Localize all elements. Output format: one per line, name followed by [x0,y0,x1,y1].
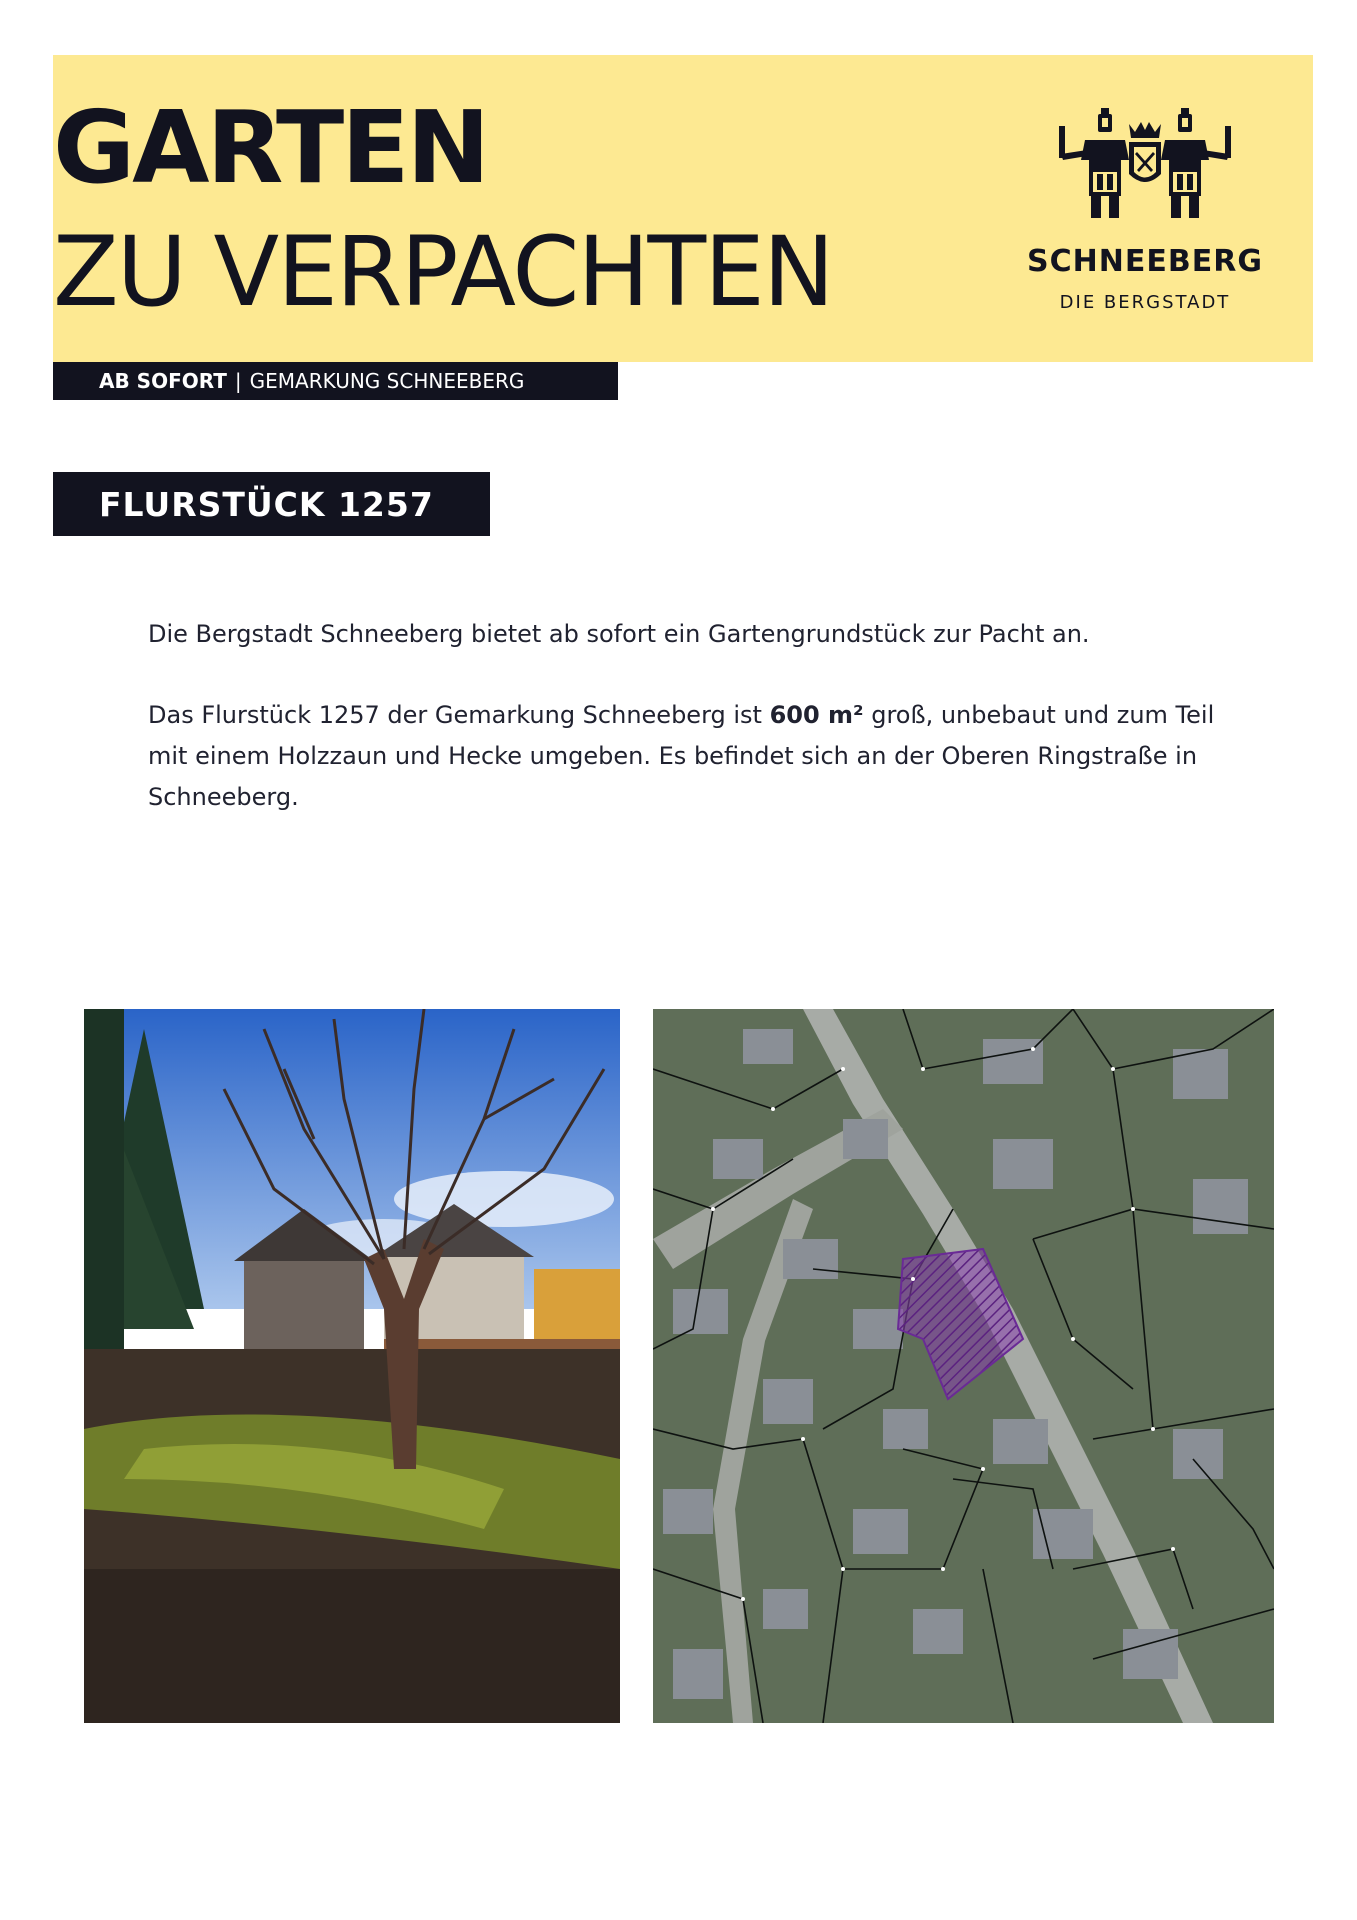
logo-subtitle: DIE BERGSTADT [1059,292,1231,313]
page-title: GARTEN [53,89,488,206]
description-text: Das Flurstück 1257 der Gemarkung Schneeberg ist [148,701,770,729]
availability-bar [53,362,618,400]
description-paragraph-2 [148,695,1258,818]
description-text: groß, unbebaut und zum Teil mit einem Holzzaun und Hecke umgeben. Es befindet sich an der Oberen Ringstraße in Schneeberg. [148,701,1215,811]
separator: | [234,369,242,393]
page-subtitle: ZU VERPACHTEN [53,216,833,328]
district-label: GEMARKUNG SCHNEEBERG [249,369,525,393]
availability-label: AB SOFORT [99,369,227,393]
area-value: 600 m² [769,701,864,729]
garden-photo [84,1009,620,1723]
logo-name: SCHNEEBERG [1027,244,1263,279]
parcel-heading: FLURSTÜCK 1257 [53,472,490,536]
cadastral-map [653,1009,1274,1723]
description [148,614,1258,818]
description-paragraph-1: Die Bergstadt Schneeberg bietet ab sofort ein Gartengrundstück zur Pacht an. [148,620,1090,648]
miners-coat-of-arms-icon [1055,104,1235,229]
